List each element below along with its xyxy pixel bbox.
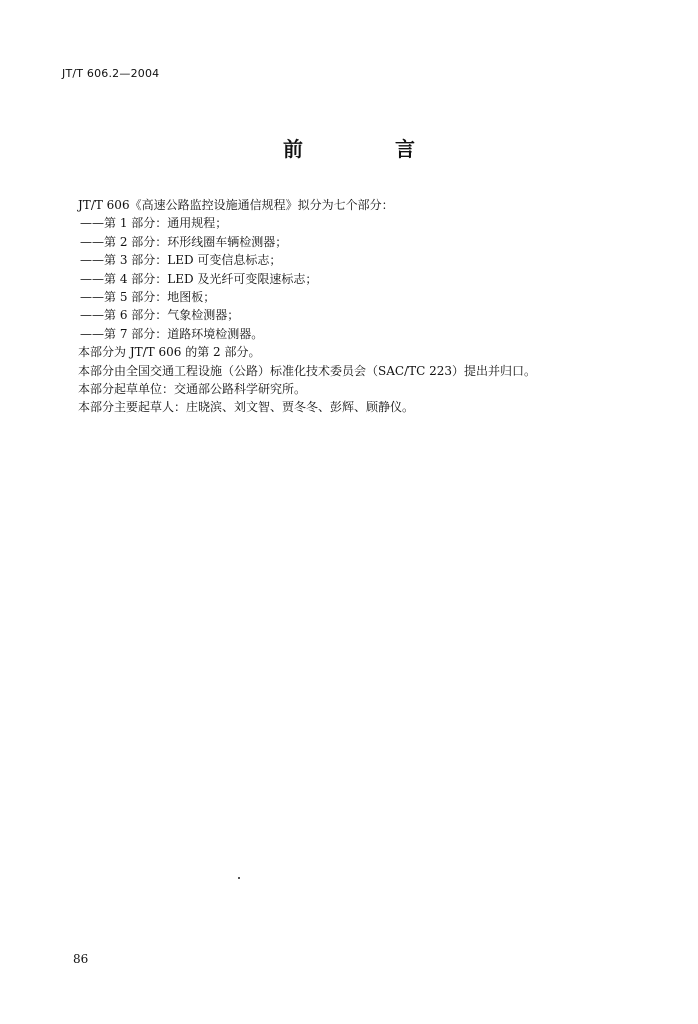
foreword-body	[78, 196, 658, 417]
intro-paragraph: JT/T 606《高速公路监控设施通信规程》拟分为七个部分：	[78, 198, 394, 212]
statement-drafting-unit: 本部分起草单位：交通部公路科学研究所。	[78, 382, 307, 397]
page-title: 前 言	[283, 137, 451, 161]
part-list-item-2: ——第 2 部分：环形线圈车辆检测器；	[80, 234, 288, 249]
statement-drafters: 本部分主要起草人：庄晓滨、刘文智、贾冬冬、彭辉、顾静仪。	[78, 400, 415, 415]
part-list-item-3: ——第 3 部分：LED 可变信息标志；	[80, 253, 282, 268]
scan-speck	[238, 877, 240, 879]
statement-part-number: 本部分为 JT/T 606 的第 2 部分。	[78, 345, 261, 360]
part-list-item-6: ——第 6 部分：气象检测器；	[80, 308, 240, 323]
part-list-item-7: ——第 7 部分：道路环境检测器。	[80, 326, 264, 341]
standard-code-header: JT/T 606.2—2004	[62, 67, 160, 80]
statement-proposer: 本部分由全国交通工程设施（公路）标准化技术委员会（SAC/TC 223）提出并归口。	[78, 363, 537, 378]
part-list-item-1: ——第 1 部分：通用规程；	[80, 216, 228, 231]
part-list-item-4: ——第 4 部分：LED 及光纤可变限速标志；	[80, 271, 318, 286]
page-number: 86	[73, 952, 89, 966]
part-list-item-5: ——第 5 部分：地图板；	[80, 290, 216, 305]
